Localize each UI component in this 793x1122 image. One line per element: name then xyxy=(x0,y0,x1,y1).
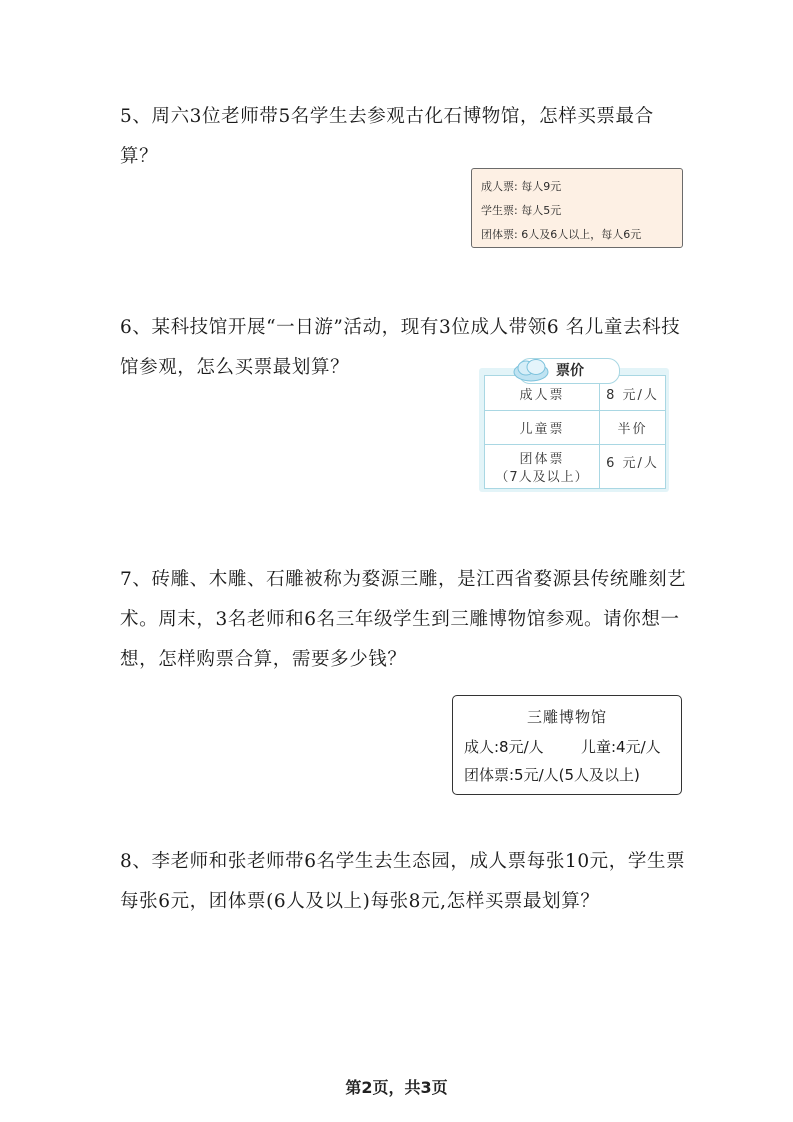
museum-name: 三雕博物馆 xyxy=(526,708,607,726)
ticket-price-box-q5 xyxy=(471,168,683,248)
question-7: 7、砖雕、木雕、石雕被称为婺源三雕，是江西省婺源县传统雕刻艺术。周末，3名老师和6名三年级学生到三雕博物馆参观。请你想一想，怎样购票合算，需要多少钱？ xyxy=(120,569,687,670)
ticket-price-table-q6 xyxy=(479,368,669,492)
page-number: 第2页，共3页 xyxy=(345,1078,448,1097)
table-sublabel-group: （7人及以上） xyxy=(495,470,589,485)
price-title: 票价 xyxy=(556,363,584,379)
question-6: 6、某科技馆开展“一日游”活动，现有3位成人带领6 名儿童去科技馆参观，怎么买票最划算？ xyxy=(120,317,681,378)
group-ticket-price: 团体票:5元/人(5人及以上) xyxy=(464,766,640,784)
question-8: 8、李老师和张老师带6名学生去生态园，成人票每张10元，学生票每张6元，团体票(6人及以上)每张8元,怎样买票最划算？ xyxy=(120,851,686,912)
group-ticket-price: 团体票: 6人及6人以上，每人6元 xyxy=(481,228,642,241)
table-label-group: 团体票 xyxy=(519,452,565,467)
table-price-child: 半价 xyxy=(617,422,648,437)
question-5: 5、周六3位老师带5名学生去参观古化石博物馆，怎样买票最合算？ xyxy=(120,106,654,167)
museum-ticket-box-q7 xyxy=(452,695,682,795)
cloud-icon xyxy=(511,357,551,383)
adult-ticket-price: 成人票: 每人9元 xyxy=(481,180,562,193)
table-label-adult: 成人票 xyxy=(519,388,565,403)
adult-ticket-price: 成人:8元/人 xyxy=(464,738,544,756)
child-ticket-price: 儿童:4元/人 xyxy=(581,738,661,756)
table-label-child: 儿童票 xyxy=(519,422,565,437)
table-price-group: 6 元/人 xyxy=(606,456,659,471)
table-price-adult: 8 元/人 xyxy=(606,388,659,403)
student-ticket-price: 学生票: 每人5元 xyxy=(481,204,562,217)
